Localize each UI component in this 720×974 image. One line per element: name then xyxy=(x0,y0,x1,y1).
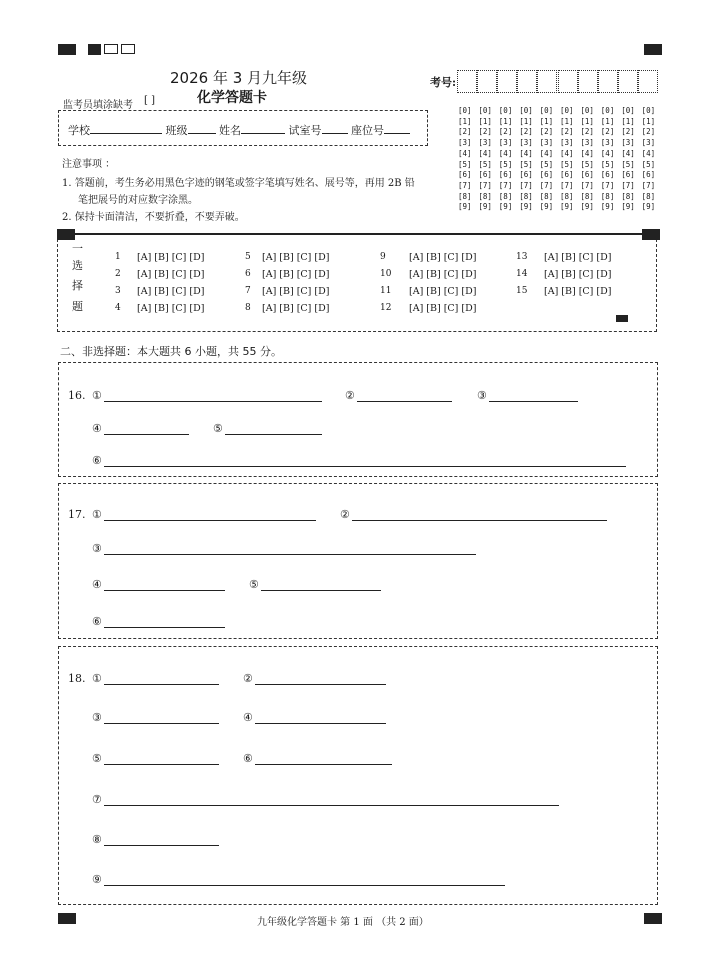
blank-label: ⑨ xyxy=(92,873,102,886)
digit-bubble[interactable]: [1] xyxy=(458,116,472,126)
digit-bubble[interactable]: [2] xyxy=(560,127,574,137)
notes-title: 注意事项 ： xyxy=(62,159,116,170)
blank-label: ⑥ xyxy=(92,454,102,467)
digit-bubble[interactable]: [1] xyxy=(600,116,615,126)
choice-options[interactable]: [A] [B] [C] [D] xyxy=(262,252,330,263)
absent-label: 监考员填涂缺考 xyxy=(63,100,133,111)
digit-bubble[interactable]: [2] xyxy=(641,127,656,137)
digit-bubble[interactable]: [7] xyxy=(560,180,574,190)
digit-bubble[interactable]: [9] xyxy=(519,202,533,212)
choice-options[interactable]: [A] [B] [C] [D] xyxy=(137,303,205,314)
question-number: 17. xyxy=(68,508,86,521)
digit-bubble[interactable]: [0] xyxy=(621,106,635,115)
choice-box xyxy=(57,234,657,332)
answer-blank[interactable] xyxy=(104,590,225,591)
answer-blank[interactable] xyxy=(255,764,392,765)
registration-mark-hollow xyxy=(104,44,118,54)
digit-bubble[interactable]: [5] xyxy=(580,159,594,169)
digit-bubble[interactable]: [1] xyxy=(560,116,574,126)
digit-bubble[interactable]: [5] xyxy=(641,159,656,169)
digit-bubble[interactable]: [3] xyxy=(641,138,656,148)
choice-number: 12 xyxy=(380,303,392,313)
digit-bubble[interactable]: [8] xyxy=(560,191,574,201)
blank-label: ① xyxy=(92,672,102,685)
choice-number: 1 xyxy=(115,252,121,262)
blank-label: ④ xyxy=(92,422,102,435)
choice-options[interactable]: [A] [B] [C] [D] xyxy=(262,269,330,280)
blank-label: ⑤ xyxy=(213,422,223,435)
room-field[interactable] xyxy=(322,122,348,134)
choice-section-label: 择 xyxy=(72,279,83,292)
digit-bubble[interactable]: [6] xyxy=(580,170,594,180)
blank-label: ④ xyxy=(92,578,102,591)
answer-blank[interactable] xyxy=(225,434,322,435)
answer-blank[interactable] xyxy=(104,885,505,886)
digit-bubble[interactable]: [9] xyxy=(580,202,594,212)
exam-number-box[interactable] xyxy=(598,70,618,93)
digit-bubble[interactable]: [5] xyxy=(498,159,513,169)
answer-blank[interactable] xyxy=(489,401,578,402)
seat-field[interactable] xyxy=(384,122,410,134)
digit-bubble[interactable]: [7] xyxy=(519,180,533,190)
digit-bubble[interactable]: [8] xyxy=(621,191,635,201)
digit-bubble[interactable]: [5] xyxy=(519,159,533,169)
digit-bubble[interactable]: [4] xyxy=(539,148,554,158)
choice-options[interactable]: [A] [B] [C] [D] xyxy=(409,303,477,314)
info-fields xyxy=(68,122,410,138)
question-number: 18. xyxy=(68,672,86,685)
note-item: 2. 保持卡面清洁，不要折叠，不要弄破。 xyxy=(62,212,245,223)
school-label: 学校 xyxy=(68,124,90,137)
exam-number-box[interactable] xyxy=(497,70,517,93)
answer-blank[interactable] xyxy=(104,627,225,628)
room-label: 试室号 xyxy=(288,124,322,137)
digit-bubble[interactable]: [9] xyxy=(641,202,656,212)
registration-mark-hollow xyxy=(121,44,135,54)
exam-number-box[interactable] xyxy=(578,70,598,93)
digit-bubble[interactable]: [2] xyxy=(600,127,615,137)
exam-number-label: 考号: xyxy=(430,76,457,89)
digit-bubble[interactable]: [7] xyxy=(458,180,472,190)
registration-mark xyxy=(616,315,628,322)
digit-bubble[interactable]: [6] xyxy=(519,170,533,180)
blank-label: ① xyxy=(92,389,102,402)
answer-blank[interactable] xyxy=(357,401,452,402)
digit-bubble[interactable]: [7] xyxy=(580,180,594,190)
digit-bubble[interactable]: [2] xyxy=(458,127,472,137)
digit-bubble[interactable]: [8] xyxy=(641,191,656,201)
digit-bubble[interactable]: [8] xyxy=(539,191,554,201)
registration-mark xyxy=(644,44,662,55)
digit-bubble[interactable]: [4] xyxy=(641,148,656,158)
digit-bubble[interactable]: [5] xyxy=(458,159,472,169)
choice-number: 5 xyxy=(245,252,251,262)
choice-options[interactable]: [A] [B] [C] [D] xyxy=(544,269,612,280)
digit-bubble[interactable]: [6] xyxy=(539,170,554,180)
absent-checkbox[interactable]: [ ] xyxy=(144,95,155,106)
choice-number: 2 xyxy=(115,269,121,279)
section2-title: 二、非选择题：本大题共 6 小题，共 55 分。 xyxy=(60,345,282,358)
digit-bubble[interactable]: [0] xyxy=(478,106,492,115)
registration-mark xyxy=(58,44,76,55)
answer-blank[interactable] xyxy=(104,723,219,724)
choice-options[interactable]: [A] [B] [C] [D] xyxy=(409,252,477,263)
digit-bubble[interactable]: [7] xyxy=(498,180,513,190)
blank-label: ⑧ xyxy=(92,833,102,846)
blank-label: ⑤ xyxy=(249,578,259,591)
choice-number: 13 xyxy=(516,252,528,262)
digit-bubble[interactable]: [4] xyxy=(519,148,533,158)
digit-bubble[interactable]: [2] xyxy=(539,127,554,137)
digit-bubble[interactable]: [0] xyxy=(498,106,513,115)
digit-bubble[interactable]: [9] xyxy=(600,202,615,212)
digit-bubble[interactable]: [4] xyxy=(458,148,472,158)
question-16-box xyxy=(58,362,658,477)
digit-bubble[interactable]: [5] xyxy=(600,159,615,169)
blank-label: ③ xyxy=(92,542,102,555)
registration-mark xyxy=(57,229,75,240)
digit-bubble[interactable]: [3] xyxy=(539,138,554,148)
digit-bubble[interactable]: [9] xyxy=(539,202,554,212)
digit-bubble[interactable]: [0] xyxy=(519,106,533,115)
answer-blank[interactable] xyxy=(104,764,219,765)
digit-bubble[interactable]: [7] xyxy=(478,180,492,190)
digit-bubble[interactable]: [2] xyxy=(621,127,635,137)
choice-options[interactable]: [A] [B] [C] [D] xyxy=(262,303,330,314)
answer-blank[interactable] xyxy=(104,805,559,806)
digit-bubble[interactable]: [4] xyxy=(478,148,492,158)
digit-bubble[interactable]: [0] xyxy=(600,106,615,115)
note-item: 1. 答题前，考生务必用黑色字迹的钢笔或签字笔填写姓名、展号等，再用 2B 铅 xyxy=(62,178,415,189)
choice-number: 6 xyxy=(245,269,251,279)
digit-bubble[interactable]: [4] xyxy=(621,148,635,158)
answer-blank[interactable] xyxy=(104,554,476,555)
blank-label: ③ xyxy=(477,389,487,402)
exam-number-box[interactable] xyxy=(618,70,638,93)
digit-bubble[interactable]: [7] xyxy=(600,180,615,190)
answer-blank[interactable] xyxy=(352,520,607,521)
exam-number-box[interactable] xyxy=(558,70,578,93)
choice-options[interactable]: [A] [B] [C] [D] xyxy=(409,286,477,297)
registration-mark xyxy=(644,913,662,924)
digit-bubble[interactable]: [4] xyxy=(498,148,513,158)
note-item: 笔把展号的对应数字涂黑。 xyxy=(78,195,198,206)
blank-label: ② xyxy=(340,508,350,521)
choice-options[interactable]: [A] [B] [C] [D] xyxy=(137,252,205,263)
digit-bubble[interactable]: [2] xyxy=(498,127,513,137)
name-field[interactable] xyxy=(241,122,285,134)
choice-number: 11 xyxy=(380,286,392,296)
blank-label: ① xyxy=(92,508,102,521)
exam-number-box[interactable] xyxy=(537,70,557,93)
digit-bubble[interactable]: [8] xyxy=(458,191,472,201)
question-number: 16. xyxy=(68,389,86,402)
registration-mark xyxy=(642,229,660,240)
digit-bubble[interactable]: [0] xyxy=(641,106,656,115)
digit-bubble[interactable]: [6] xyxy=(621,170,635,180)
digit-bubble[interactable]: [9] xyxy=(560,202,574,212)
digit-bubble[interactable]: [4] xyxy=(560,148,574,158)
digit-bubble[interactable]: [3] xyxy=(580,138,594,148)
digit-bubble[interactable]: [1] xyxy=(498,116,513,126)
digit-bubble[interactable]: [5] xyxy=(560,159,574,169)
digit-bubble[interactable]: [0] xyxy=(458,106,472,115)
answer-blank[interactable] xyxy=(104,466,626,467)
exam-number-box[interactable] xyxy=(638,70,658,93)
choice-number: 15 xyxy=(516,286,528,296)
digit-bubble[interactable]: [8] xyxy=(519,191,533,201)
digit-bubble[interactable]: [3] xyxy=(478,138,492,148)
digit-bubble[interactable]: [1] xyxy=(621,116,635,126)
digit-bubble[interactable]: [3] xyxy=(600,138,615,148)
answer-blank[interactable] xyxy=(255,684,386,685)
digit-bubble[interactable]: [5] xyxy=(539,159,554,169)
digit-bubble[interactable]: [2] xyxy=(519,127,533,137)
blank-label: ④ xyxy=(243,711,253,724)
digit-bubble[interactable]: [2] xyxy=(478,127,492,137)
digit-bubble[interactable]: [9] xyxy=(498,202,513,212)
digit-bubble[interactable]: [7] xyxy=(539,180,554,190)
answer-blank[interactable] xyxy=(104,434,189,435)
digit-bubble[interactable]: [1] xyxy=(580,116,594,126)
choice-number: 10 xyxy=(380,269,392,279)
choice-options[interactable]: [A] [B] [C] [D] xyxy=(544,252,612,263)
registration-mark xyxy=(88,44,101,55)
choice-options[interactable]: [A] [B] [C] [D] xyxy=(409,269,477,280)
blank-label: ⑦ xyxy=(92,793,102,806)
choice-number: 7 xyxy=(245,286,251,296)
digit-bubble[interactable]: [0] xyxy=(539,106,554,115)
choice-section-label: 一 xyxy=(72,242,83,255)
blank-label: ⑤ xyxy=(92,752,102,765)
blank-label: ② xyxy=(243,672,253,685)
exam-number-box[interactable] xyxy=(477,70,497,93)
choice-number: 14 xyxy=(516,269,528,279)
blank-label: ⑥ xyxy=(243,752,253,765)
digit-bubble[interactable]: [4] xyxy=(600,148,615,158)
answer-blank[interactable] xyxy=(104,401,322,402)
digit-bubble[interactable]: [7] xyxy=(621,180,635,190)
blank-label: ③ xyxy=(92,711,102,724)
digit-bubble[interactable]: [3] xyxy=(519,138,533,148)
digit-bubble[interactable]: [6] xyxy=(458,170,472,180)
digit-bubble[interactable]: [1] xyxy=(539,116,554,126)
digit-bubble[interactable]: [8] xyxy=(498,191,513,201)
exam-title: 2026 年 3 月九年级 xyxy=(170,69,308,87)
choice-options[interactable]: [A] [B] [C] [D] xyxy=(137,286,205,297)
digit-bubble[interactable]: [9] xyxy=(458,202,472,212)
digit-bubble[interactable]: [6] xyxy=(498,170,513,180)
digit-bubble[interactable]: [5] xyxy=(478,159,492,169)
digit-bubble[interactable]: [6] xyxy=(560,170,574,180)
digit-bubble[interactable]: [4] xyxy=(580,148,594,158)
digit-bubble[interactable]: [6] xyxy=(600,170,615,180)
digit-bubble[interactable]: [3] xyxy=(621,138,635,148)
card-title: 化学答题卡 xyxy=(197,90,267,106)
digit-bubble[interactable]: [2] xyxy=(580,127,594,137)
blank-label: ⑥ xyxy=(92,615,102,628)
choice-section-label: 选 xyxy=(72,259,83,272)
digit-bubble[interactable]: [3] xyxy=(458,138,472,148)
digit-bubble[interactable]: [6] xyxy=(478,170,492,180)
digit-bubble[interactable]: [8] xyxy=(580,191,594,201)
name-label: 姓名 xyxy=(219,124,241,137)
digit-bubble[interactable]: [1] xyxy=(641,116,656,126)
exam-number-box[interactable] xyxy=(517,70,537,93)
digit-bubble[interactable]: [0] xyxy=(560,106,574,115)
digit-bubble[interactable]: [3] xyxy=(560,138,574,148)
choice-options[interactable]: [A] [B] [C] [D] xyxy=(262,286,330,297)
choice-number: 9 xyxy=(380,252,386,262)
digit-bubble[interactable]: [9] xyxy=(621,202,635,212)
class-field[interactable] xyxy=(188,122,216,134)
choice-top-rule xyxy=(60,233,658,235)
answer-blank[interactable] xyxy=(104,845,219,846)
digit-bubble[interactable]: [1] xyxy=(478,116,492,126)
choice-options[interactable]: [A] [B] [C] [D] xyxy=(137,269,205,280)
class-label: 班级 xyxy=(165,124,188,137)
answer-blank[interactable] xyxy=(104,684,219,685)
choice-section-label: 题 xyxy=(72,300,83,313)
registration-mark xyxy=(58,913,76,924)
digit-bubble[interactable]: [8] xyxy=(600,191,615,201)
choice-number: 8 xyxy=(245,303,251,313)
answer-blank[interactable] xyxy=(104,520,316,521)
choice-options[interactable]: [A] [B] [C] [D] xyxy=(544,286,612,297)
digit-bubble[interactable]: [6] xyxy=(641,170,656,180)
blank-label: ② xyxy=(345,389,355,402)
answer-blank[interactable] xyxy=(261,590,381,591)
digit-bubble[interactable]: [1] xyxy=(519,116,533,126)
seat-label: 座位号 xyxy=(351,124,384,137)
question-17-box xyxy=(58,483,658,639)
exam-number-box[interactable] xyxy=(457,70,477,93)
choice-number: 3 xyxy=(115,286,121,296)
digit-bubble[interactable]: [9] xyxy=(478,202,492,212)
digit-bubble[interactable]: [3] xyxy=(498,138,513,148)
digit-bubble[interactable]: [5] xyxy=(621,159,635,169)
page-footer: 九年级化学答题卡 第 1 面 （共 2 面） xyxy=(257,917,429,928)
choice-number: 4 xyxy=(115,303,121,313)
school-field[interactable] xyxy=(90,122,162,134)
answer-blank[interactable] xyxy=(255,723,386,724)
digit-bubble[interactable]: [0] xyxy=(580,106,594,115)
digit-bubble[interactable]: [7] xyxy=(641,180,656,190)
digit-bubble[interactable]: [8] xyxy=(478,191,492,201)
